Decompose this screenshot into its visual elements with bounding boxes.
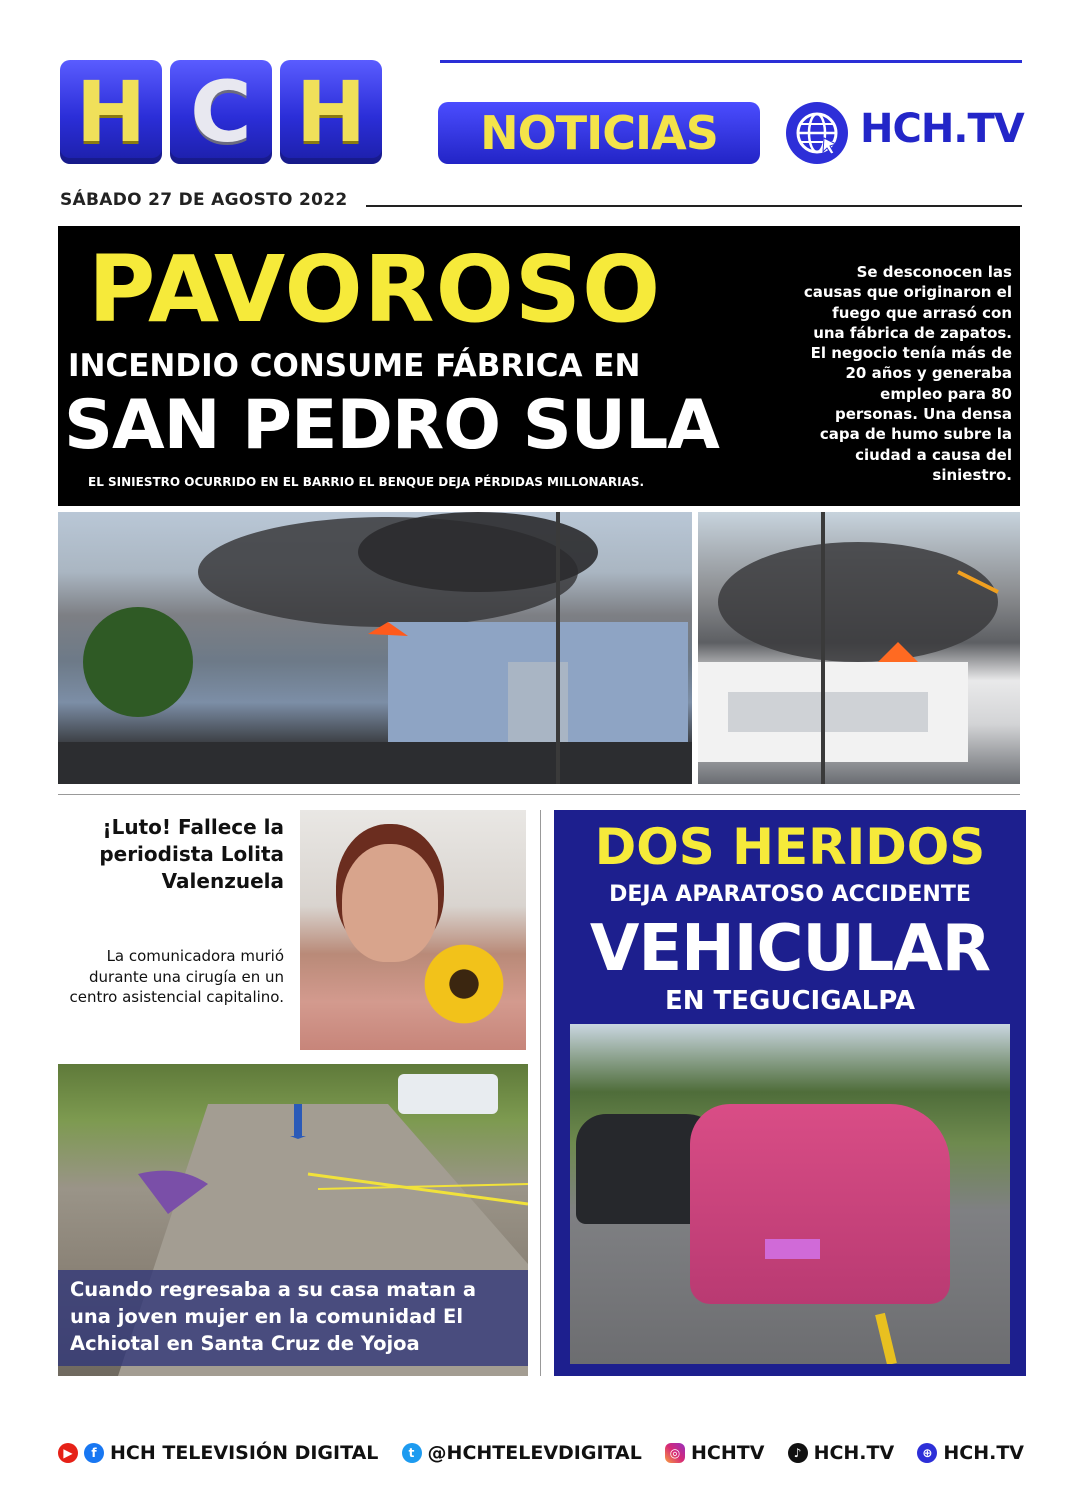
fire-photo-street <box>58 512 692 784</box>
luto-headline: ¡Luto! Fallece la periodista Lolita Valenzuela <box>99 815 284 893</box>
column-divider <box>540 810 541 1376</box>
youtube-icon[interactable]: ▶ <box>58 1443 78 1463</box>
accident-kicker: DOS HERIDOS <box>594 818 986 876</box>
web-globe-icon[interactable]: ⊕ <box>917 1443 937 1463</box>
road-caption-text: Cuando regresaba a su casa matan a una joven mujer en la comunidad El Achiotal en Santa Cruz de Yojoa <box>70 1278 476 1355</box>
facebook-icon[interactable]: f <box>84 1443 104 1463</box>
footer-label: HCHTV <box>690 1442 765 1464</box>
hch-logo[interactable] <box>60 60 382 164</box>
web-globe-icon[interactable] <box>786 102 848 164</box>
footer-label: @HCHTELEVDIGITAL <box>427 1442 642 1464</box>
logo-letter-h2: H <box>280 60 382 164</box>
portrait-face <box>342 844 438 962</box>
logo-letter-c: C <box>170 60 272 164</box>
footer-item-website[interactable] <box>917 1442 1024 1464</box>
lolita-portrait <box>300 810 526 1050</box>
instagram-icon[interactable]: ◎ <box>665 1443 685 1463</box>
tiktok-icon[interactable]: ♪ <box>788 1443 808 1463</box>
social-footer <box>58 1442 1024 1464</box>
main-deck: EL SINIESTRO OCURRIDO EN EL BARRIO EL BENQUE DEJA PÉRDIDAS MILLONARIAS. <box>88 475 645 489</box>
footer-label: HCH.TV <box>943 1442 1024 1464</box>
main-headline-line1: INCENDIO CONSUME FÁBRICA EN <box>68 348 641 384</box>
footer-item-instagram[interactable] <box>665 1442 764 1464</box>
footer-item-twitter[interactable] <box>402 1442 642 1464</box>
footer-label: HCH TELEVISIÓN DIGITAL <box>110 1442 379 1464</box>
fire-photo-building <box>698 512 1020 784</box>
accident-line3: EN TEGUCIGALPA <box>664 986 916 1016</box>
main-headline-line2: SAN PEDRO SULA <box>64 386 719 465</box>
footer-label: HCH.TV <box>813 1442 895 1464</box>
site-url[interactable]: HCH.TV <box>860 106 1024 152</box>
issue-date: SÁBADO 27 DE AGOSTO 2022 <box>60 190 348 210</box>
noticias-badge[interactable]: NOTICIAS <box>438 102 760 164</box>
twitter-icon[interactable]: t <box>402 1443 422 1463</box>
section-divider <box>58 794 1020 795</box>
sunflower-bouquet <box>418 938 510 1030</box>
logo-letter-h1: H <box>60 60 162 164</box>
luto-summary: La comunicadora murió durante una cirugía en un centro asistencial capitalino. <box>69 947 284 1006</box>
main-kicker: PAVOROSO <box>88 236 662 343</box>
accident-line1: DEJA APARATOSO ACCIDENTE <box>609 882 971 907</box>
header-top-rule <box>440 60 1022 63</box>
footer-item-tiktok[interactable] <box>788 1442 895 1464</box>
main-side-text: Se desconocen las causas que originaron el fuego que arrasó con una fábrica de zapatos. El negocio tenía más de 20 años y generaba empleo para 80 personas. Una densa capa de humo subre la ciudad a causa del siniestro. <box>803 263 1012 484</box>
footer-item-hch-television-digital[interactable] <box>58 1442 378 1464</box>
accident-line2: VEHICULAR <box>589 912 991 986</box>
date-rule <box>366 205 1022 207</box>
accident-car-photo <box>570 1024 1010 1364</box>
